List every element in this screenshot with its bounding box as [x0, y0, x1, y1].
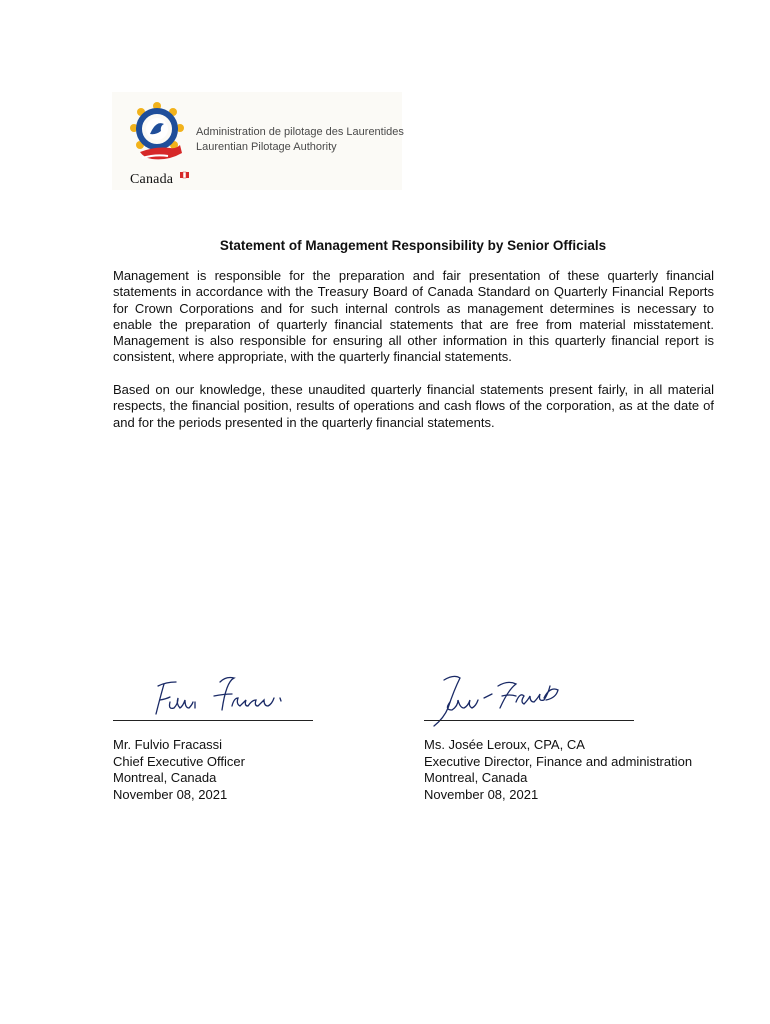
- signatory-title: Chief Executive Officer: [113, 753, 245, 769]
- org-name-english: Laurentian Pilotage Authority: [196, 141, 337, 153]
- signatory-block-finance: [424, 737, 692, 803]
- signatory-name: Ms. Josée Leroux, CPA, CA: [424, 737, 585, 752]
- signature-fracassi-icon: [148, 672, 293, 724]
- organization-logo: [112, 92, 402, 190]
- signature-line-right: [424, 720, 634, 721]
- document-title: Statement of Management Responsibility by Senior Officials: [219, 238, 607, 253]
- signatory-location: Montreal, Canada: [113, 770, 217, 785]
- signatory-location: Montreal, Canada: [424, 770, 528, 785]
- signatory-date: November 08, 2021: [424, 786, 539, 802]
- signature-leroux-icon: [424, 668, 574, 734]
- signatory-block-ceo: [113, 737, 245, 803]
- org-name-french: Administration de pilotage des Laurentides: [196, 126, 404, 138]
- responsibility-paragraph: Management is responsible for the preparation and fair presentation of these quarterly financial statements in accordance with the Treasury Board of Canada Standard on Quarterly Financial Reports for Crown Corporations and for such internal controls as management determines is necessary to enable the preparation of quarterly financial statements that are free from material misstatement. Management is also responsible for ensuring all other information in this quarterly financial report is consistent, where appropriate, with the quarterly financial statements.: [113, 268, 714, 365]
- signature-line-left: [113, 720, 313, 721]
- signatory-title: Executive Director, Finance and administration: [424, 753, 693, 769]
- signatory-name: Mr. Fulvio Fracassi: [113, 737, 223, 752]
- knowledge-paragraph: Based on our knowledge, these unaudited quarterly financial statements present fairly, in all material respects, the financial position, results of operations and cash flows of the corporation, as at the date of and for the periods presented in the quarterly financial statements.: [113, 382, 714, 430]
- canada-wordmark: Canada: [130, 172, 174, 187]
- signatory-date: November 08, 2021: [113, 786, 228, 802]
